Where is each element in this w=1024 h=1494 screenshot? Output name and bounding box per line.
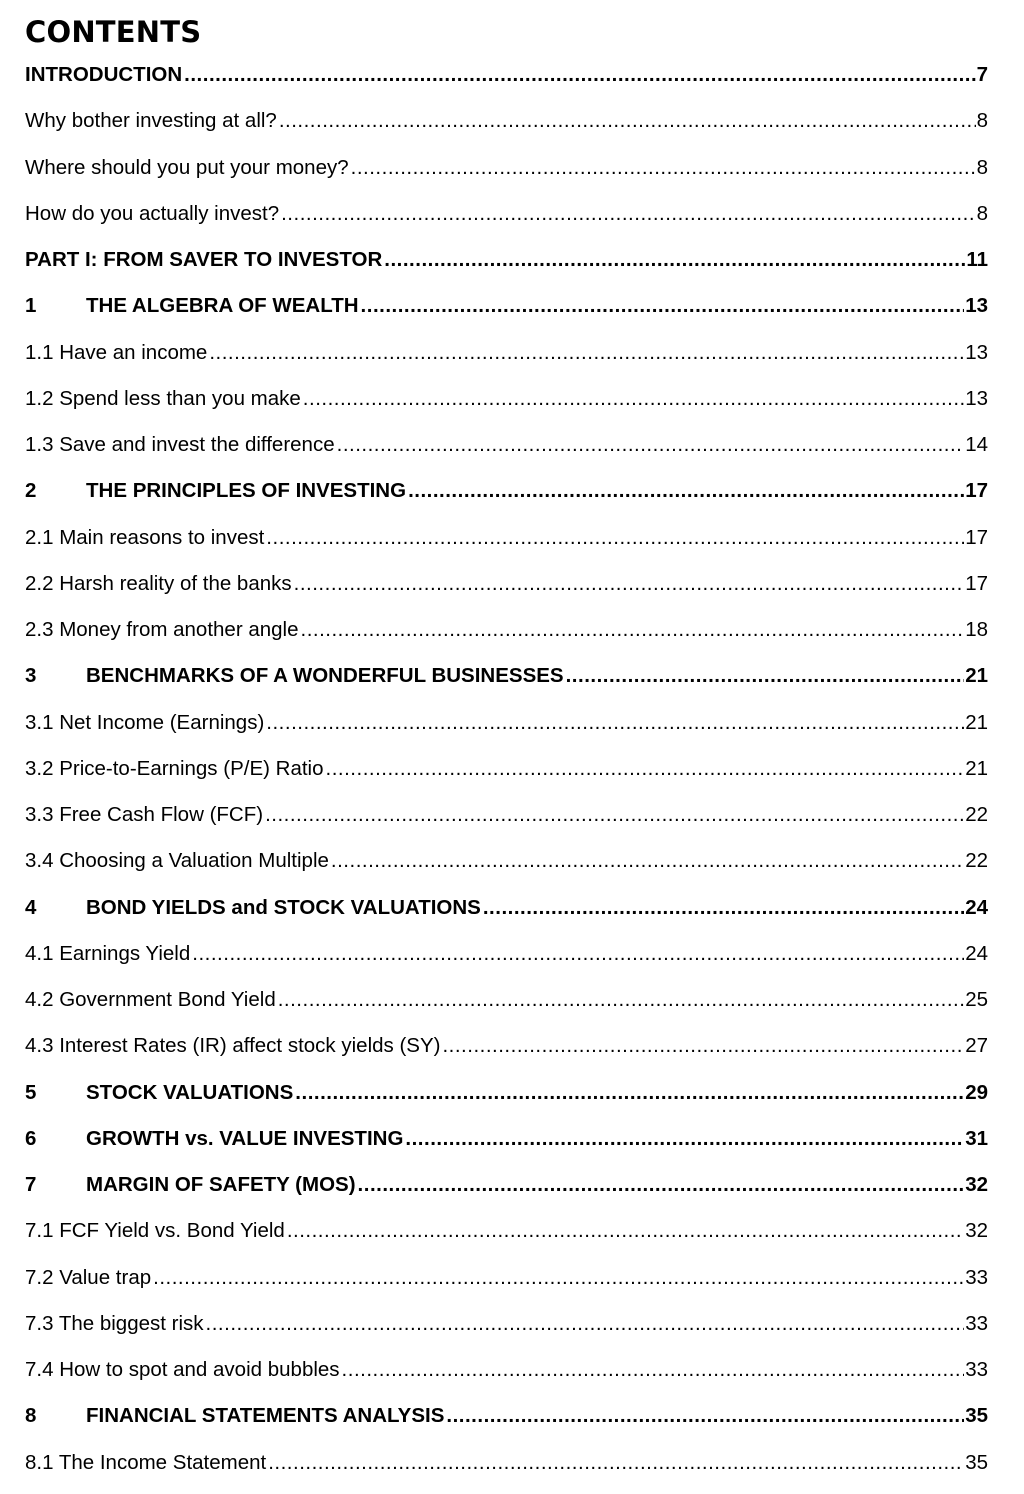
toc-entry-section[interactable] bbox=[25, 984, 988, 1030]
toc-entry-page-number: 35 bbox=[965, 1404, 988, 1428]
toc-entry-page-number: 13 bbox=[965, 340, 988, 364]
toc-entry-label: GROWTH vs. VALUE INVESTING bbox=[86, 1126, 404, 1150]
toc-entry-page-number: 33 bbox=[965, 1358, 988, 1381]
dot-leader bbox=[279, 105, 976, 137]
toc-entry-number: 7 bbox=[25, 1173, 37, 1196]
toc-entry-page-number: 22 bbox=[965, 803, 988, 826]
dot-leader bbox=[342, 1354, 965, 1386]
toc-entry-section[interactable] bbox=[25, 1030, 988, 1076]
toc-entry-page-number: 17 bbox=[965, 571, 988, 595]
dot-leader bbox=[266, 522, 964, 554]
dot-leader bbox=[337, 429, 965, 461]
toc-entry-section[interactable] bbox=[25, 1262, 988, 1308]
dot-leader bbox=[278, 984, 964, 1016]
toc-entry-label: Why bother investing at all? bbox=[25, 109, 277, 133]
toc-entry-page-number: 17 bbox=[965, 525, 988, 549]
toc-entry-page-number: 11 bbox=[966, 248, 988, 271]
toc-entry-page-number: 13 bbox=[965, 386, 988, 410]
toc-entry-chapter[interactable] bbox=[25, 1400, 988, 1446]
toc-entry-page-number: 24 bbox=[965, 941, 988, 965]
toc-entry-page-number: 21 bbox=[965, 756, 988, 780]
toc-entry-page-number: 24 bbox=[965, 895, 988, 919]
dot-leader bbox=[192, 938, 964, 970]
toc-title: CONTENTS bbox=[25, 15, 202, 49]
toc-entry-section[interactable] bbox=[25, 522, 988, 568]
toc-entry-label: THE PRINCIPLES OF INVESTING bbox=[86, 479, 407, 503]
toc-entry-page-number: 31 bbox=[965, 1126, 988, 1150]
dot-leader bbox=[408, 475, 964, 507]
toc-entry-label: FINANCIAL STATEMENTS ANALYSIS bbox=[86, 1404, 445, 1428]
toc-entry-section[interactable] bbox=[25, 753, 988, 799]
dot-leader bbox=[294, 568, 965, 600]
toc-entry-label: 7.4 How to spot and avoid bubbles bbox=[25, 1358, 340, 1381]
toc-entry-label: 2.1 Main reasons to invest bbox=[25, 525, 265, 549]
toc-entry-section[interactable] bbox=[25, 429, 988, 475]
toc-entry-label: 7.3 The biggest risk bbox=[25, 1311, 204, 1335]
toc-entry-label: Where should you put your money? bbox=[25, 155, 349, 179]
toc-entry-page-number: 22 bbox=[965, 849, 988, 873]
toc-entry-label: PART I: FROM SAVER TO INVESTOR bbox=[25, 248, 383, 271]
toc-entry-section[interactable] bbox=[25, 1354, 988, 1400]
toc-entry-label: MARGIN OF SAFETY (MOS) bbox=[86, 1173, 356, 1196]
dot-leader bbox=[483, 892, 964, 924]
toc-entry-number: 1 bbox=[25, 294, 37, 318]
toc-entry-page-number: 29 bbox=[965, 1080, 988, 1104]
dot-leader bbox=[326, 753, 965, 785]
toc-entry-label: 1.2 Spend less than you make bbox=[25, 386, 301, 410]
toc-entry-label: 3.4 Choosing a Valuation Multiple bbox=[25, 849, 329, 873]
toc-entry-page-number: 7 bbox=[976, 63, 988, 86]
toc-entry-page-number: 25 bbox=[965, 988, 988, 1011]
toc-entry-page-number: 21 bbox=[965, 664, 988, 688]
toc-entry-page-number: 13 bbox=[965, 294, 988, 318]
toc-entry-number: 8 bbox=[25, 1404, 37, 1428]
toc-entry-page-number: 21 bbox=[965, 710, 988, 734]
toc-entry-section[interactable] bbox=[25, 938, 988, 984]
toc-entry-section[interactable] bbox=[25, 568, 988, 614]
toc-entry-number: 4 bbox=[25, 895, 37, 919]
table-of-contents bbox=[25, 59, 988, 1493]
toc-entry-label: STOCK VALUATIONS bbox=[86, 1080, 294, 1104]
dot-leader bbox=[153, 1262, 964, 1294]
toc-entry-section[interactable] bbox=[25, 105, 988, 151]
toc-entry-section[interactable] bbox=[25, 383, 988, 429]
dot-leader bbox=[206, 1308, 965, 1340]
toc-entry-chapter[interactable] bbox=[25, 475, 988, 521]
toc-entry-page-number: 8 bbox=[976, 201, 988, 225]
dot-leader bbox=[209, 337, 964, 369]
dot-leader bbox=[287, 1215, 964, 1247]
toc-entry-label: 4.1 Earnings Yield bbox=[25, 941, 191, 965]
toc-entry-section[interactable] bbox=[25, 198, 988, 244]
toc-entry-label: THE ALGEBRA OF WEALTH bbox=[86, 294, 359, 318]
toc-entry-chapter[interactable] bbox=[25, 1077, 988, 1123]
dot-leader bbox=[446, 1400, 964, 1432]
toc-entry-section[interactable] bbox=[25, 337, 988, 383]
dot-leader bbox=[442, 1030, 964, 1062]
toc-entry-number: 6 bbox=[25, 1126, 37, 1150]
toc-entry-chapter[interactable] bbox=[25, 1169, 988, 1215]
toc-entry-label: 7.2 Value trap bbox=[25, 1265, 152, 1289]
toc-entry-chapter[interactable] bbox=[25, 660, 988, 706]
toc-entry-page-number: 8 bbox=[976, 109, 988, 133]
toc-entry-number: 2 bbox=[25, 479, 37, 503]
toc-entry-section[interactable] bbox=[25, 799, 988, 845]
toc-entry-section[interactable] bbox=[25, 1308, 988, 1354]
toc-entry-label: 3.3 Free Cash Flow (FCF) bbox=[25, 803, 264, 826]
toc-entry-page-number: 18 bbox=[965, 618, 988, 641]
toc-entry-number: 5 bbox=[25, 1080, 37, 1104]
toc-entry-label: 8.1 The Income Statement bbox=[25, 1450, 267, 1474]
toc-entry-section[interactable] bbox=[25, 152, 988, 198]
toc-entry-section[interactable] bbox=[25, 614, 988, 660]
toc-entry-page-number: 33 bbox=[965, 1265, 988, 1289]
toc-entry-chapter[interactable] bbox=[25, 892, 988, 938]
dot-leader bbox=[358, 1169, 965, 1201]
toc-entry-chapter[interactable] bbox=[25, 290, 988, 336]
toc-entry-label: 3.1 Net Income (Earnings) bbox=[25, 710, 265, 734]
toc-entry-label: 3.2 Price-to-Earnings (P/E) Ratio bbox=[25, 756, 324, 780]
toc-entry-section[interactable] bbox=[25, 845, 988, 891]
toc-entry-label: BOND YIELDS and STOCK VALUATIONS bbox=[86, 895, 481, 919]
toc-entry-label: 4.3 Interest Rates (IR) affect stock yields (SY) bbox=[25, 1034, 441, 1058]
toc-entry-page-number: 35 bbox=[965, 1450, 988, 1474]
toc-entry-label: 2.2 Harsh reality of the banks bbox=[25, 571, 292, 595]
toc-entry-section[interactable] bbox=[25, 1447, 988, 1493]
toc-entry-label: BENCHMARKS OF A WONDERFUL BUSINESSES bbox=[86, 664, 564, 688]
dot-leader bbox=[268, 1447, 964, 1479]
dot-leader bbox=[295, 1077, 964, 1109]
dot-leader bbox=[301, 614, 965, 646]
dot-leader bbox=[384, 244, 965, 276]
toc-entry-section[interactable] bbox=[25, 707, 988, 753]
toc-entry-chapter[interactable] bbox=[25, 244, 988, 290]
toc-entry-label: 1.3 Save and invest the difference bbox=[25, 433, 335, 456]
dot-leader bbox=[331, 845, 964, 877]
dot-leader bbox=[303, 383, 964, 415]
toc-entry-page-number: 27 bbox=[965, 1034, 988, 1058]
toc-entry-page-number: 32 bbox=[965, 1173, 988, 1196]
dot-leader bbox=[281, 198, 975, 230]
toc-entry-page-number: 32 bbox=[965, 1219, 988, 1243]
dot-leader bbox=[265, 799, 964, 831]
toc-entry-label: 1.1 Have an income bbox=[25, 340, 208, 364]
dot-leader bbox=[184, 59, 975, 91]
toc-entry-chapter[interactable] bbox=[25, 59, 988, 105]
toc-entry-label: 7.1 FCF Yield vs. Bond Yield bbox=[25, 1219, 285, 1243]
dot-leader bbox=[266, 707, 964, 739]
toc-entry-page-number: 33 bbox=[965, 1311, 988, 1335]
toc-entry-chapter[interactable] bbox=[25, 1123, 988, 1169]
dot-leader bbox=[351, 152, 976, 184]
toc-entry-section[interactable] bbox=[25, 1215, 988, 1261]
toc-entry-page-number: 14 bbox=[965, 433, 988, 456]
toc-entry-label: How do you actually invest? bbox=[25, 201, 280, 225]
toc-entry-label: INTRODUCTION bbox=[25, 63, 183, 86]
dot-leader bbox=[361, 290, 965, 322]
dot-leader bbox=[566, 660, 965, 692]
toc-entry-page-number: 17 bbox=[965, 479, 988, 503]
dot-leader bbox=[405, 1123, 964, 1155]
toc-entry-number: 3 bbox=[25, 664, 37, 688]
toc-entry-label: 2.3 Money from another angle bbox=[25, 618, 299, 641]
toc-entry-label: 4.2 Government Bond Yield bbox=[25, 988, 276, 1011]
toc-entry-page-number: 8 bbox=[976, 155, 988, 179]
